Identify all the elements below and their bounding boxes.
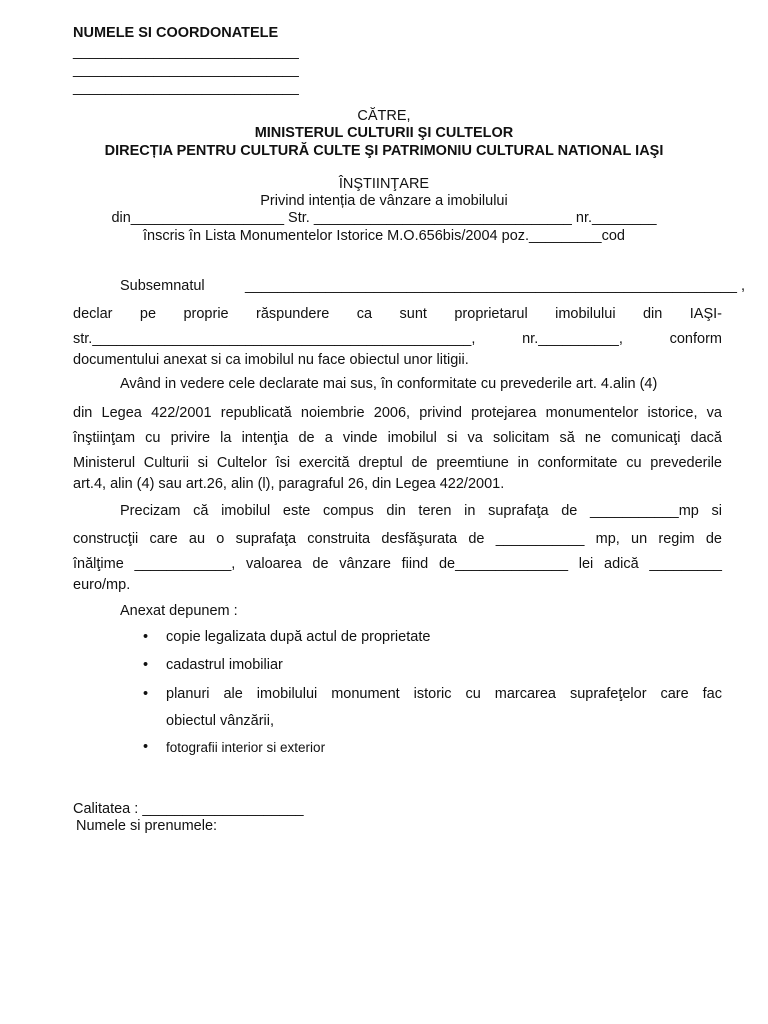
- p2-line-1: Având in vedere cele declarate mai sus, în conformitate cu prevederile art. 4.alin (4): [120, 376, 658, 392]
- p3-line-4: euro/mp.: [73, 577, 131, 593]
- p2-line-4: Ministerul Culturii si Cultelor îsi exercită dreptul de preemtiune in conformitate cu prevederile: [73, 455, 722, 471]
- p2-line-3: înştiinţam cu privire la intenţia de a vinde imobilul si va solicitam să ne comunicaţi dacă: [73, 430, 722, 446]
- header-title: NUMELE SI COORDONATELE: [73, 25, 279, 41]
- annex-item: planuri ale imobilului monument istoric cu marcarea suprafeţelor care fac: [166, 686, 722, 702]
- subsemnatul-blank: _____________________________________________________________ ,: [245, 278, 745, 294]
- p2-line-2: din Legea 422/2001 republicată noiembrie 2006, privind protejarea monumentelor istorice, va: [73, 405, 722, 421]
- p1-line-2: declar pe proprie răspundere ca sunt proprietarul imobilului din IAŞI-: [73, 306, 722, 322]
- header-blank-line: ____________________________: [73, 62, 299, 78]
- calitatea-field: Calitatea : ____________________: [73, 801, 304, 817]
- annex-item-continuation: obiectul vânzării,: [166, 713, 274, 729]
- annex-item: fotografii interior si exterior: [166, 740, 326, 755]
- annex-item: cadastrul imobiliar: [166, 657, 283, 673]
- header-blank-line: ____________________________: [73, 44, 299, 60]
- p1-line-4: documentului anexat si ca imobilul nu face obiectul unor litigii.: [73, 352, 469, 368]
- notice-address-line: din___________________ Str. ________________________________ nr.________: [111, 210, 657, 226]
- bullet-icon: •: [143, 739, 149, 755]
- addressee-directorate: DIRECȚIA PENTRU CULTURĂ CULTE ŞI PATRIMONIU CULTURAL NATIONAL IAŞI: [104, 143, 664, 159]
- addressee-ministry: MINISTERUL CULTURII ŞI CULTELOR: [254, 125, 514, 141]
- bullet-icon: •: [143, 686, 149, 702]
- header-blank-line: ____________________________: [73, 80, 299, 96]
- notice-subtitle: Privind intenția de vânzare a imobilului: [260, 193, 508, 209]
- annex-label: Anexat depunem :: [120, 603, 238, 619]
- p3-line-2: construcţii care au o suprafaţa construita desfăşurata de ___________ mp, un regim de: [73, 531, 722, 547]
- p1-line-3: str._______________________________________________, nr.__________, conform: [73, 331, 722, 347]
- notice-register-line: înscris în Lista Monumentelor Istorice M.O.656bis/2004 poz._________cod: [143, 228, 625, 244]
- annex-item: copie legalizata după actul de proprietate: [166, 629, 431, 645]
- numele-prenumele-field: Numele si prenumele:: [76, 818, 218, 834]
- bullet-icon: •: [143, 657, 149, 673]
- p2-line-5: art.4, alin (4) sau art.26, alin (l), paragraful 26, din Legea 422/2001.: [73, 476, 505, 492]
- notice-title: ÎNŞTIINŢARE: [338, 176, 430, 192]
- bullet-icon: •: [143, 629, 149, 645]
- p3-line-3: înălţime ____________, valoarea de vânzare fiind de______________ lei adică _________: [73, 556, 722, 572]
- p3-line-1: Precizam că imobilul este compus din teren in suprafaţa de ___________mp si: [120, 503, 722, 519]
- addressee-catre: CĂTRE,: [357, 108, 411, 124]
- subsemnatul-label: Subsemnatul: [120, 278, 205, 294]
